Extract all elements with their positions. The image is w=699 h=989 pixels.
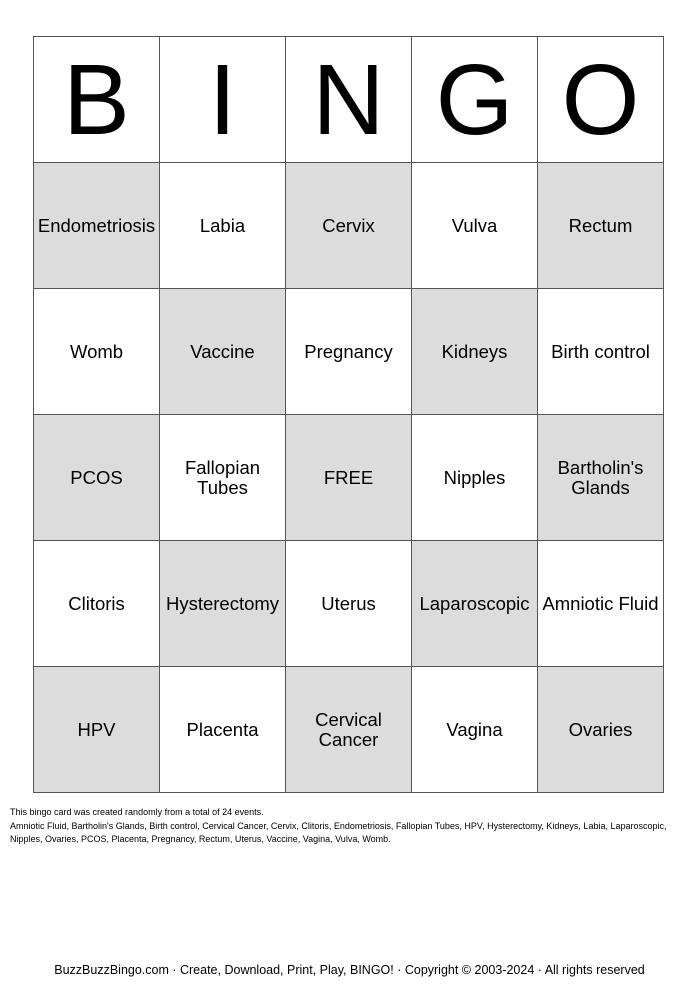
bingo-cell: Birth control xyxy=(538,289,664,415)
header-letter-b: B xyxy=(34,37,160,163)
bingo-cell: Hysterectomy xyxy=(160,541,286,667)
bingo-cell: Cervix xyxy=(286,163,412,289)
bingo-cell: Womb xyxy=(34,289,160,415)
bingo-cell: Vulva xyxy=(412,163,538,289)
bingo-cell: Fallopian Tubes xyxy=(160,415,286,541)
bingo-cell: PCOS xyxy=(34,415,160,541)
bingo-cell: Kidneys xyxy=(412,289,538,415)
bingo-cell: Clitoris xyxy=(34,541,160,667)
grid-row xyxy=(34,541,664,667)
created-note: This bingo card was created randomly from a total of 24 events. xyxy=(10,807,264,817)
bingo-cell: Vaccine xyxy=(160,289,286,415)
bingo-cell: Placenta xyxy=(160,667,286,793)
bingo-cell: Pregnancy xyxy=(286,289,412,415)
card-footnote xyxy=(10,806,670,847)
bingo-cell: Labia xyxy=(160,163,286,289)
grid-row xyxy=(34,667,664,793)
bingo-cell: Rectum xyxy=(538,163,664,289)
grid-row xyxy=(34,415,664,541)
site-copyright-line: BuzzBuzzBingo.com · Create, Download, Print, Play, BINGO! · Copyright © 2003-2024 · All rights reserved xyxy=(54,963,645,977)
header-letter-o: O xyxy=(538,37,664,163)
grid-row xyxy=(34,163,664,289)
bingo-cell: Vagina xyxy=(412,667,538,793)
bingo-cell: Ovaries xyxy=(538,667,664,793)
header-letter-n: N xyxy=(286,37,412,163)
events-list: Amniotic Fluid, Bartholin's Glands, Birth control, Cervical Cancer, Cervix, Clitoris, Endometriosis, Fallopian Tubes, HPV, Hysterectomy, Kidneys, Labia, Laparoscopic, Nipples, Ovaries, PCOS, Placenta, Pregnancy, Rectum, Uterus, Vaccine, Vagina, Vulva, Womb. xyxy=(10,820,667,844)
bingo-cell: HPV xyxy=(34,667,160,793)
bingo-cell: Uterus xyxy=(286,541,412,667)
header-letter-i: I xyxy=(160,37,286,163)
free-space-cell: FREE xyxy=(286,415,412,541)
bingo-cell: Nipples xyxy=(412,415,538,541)
bingo-cell: Laparoscopic xyxy=(412,541,538,667)
bingo-card xyxy=(33,36,664,793)
bingo-cell: Bartholin's Glands xyxy=(538,415,664,541)
bingo-cell: Endometriosis xyxy=(34,163,160,289)
bingo-cell: Amniotic Fluid xyxy=(538,541,664,667)
header-letter-g: G xyxy=(412,37,538,163)
bingo-cell: Cervical Cancer xyxy=(286,667,412,793)
grid-row xyxy=(34,289,664,415)
header-row xyxy=(34,37,664,163)
